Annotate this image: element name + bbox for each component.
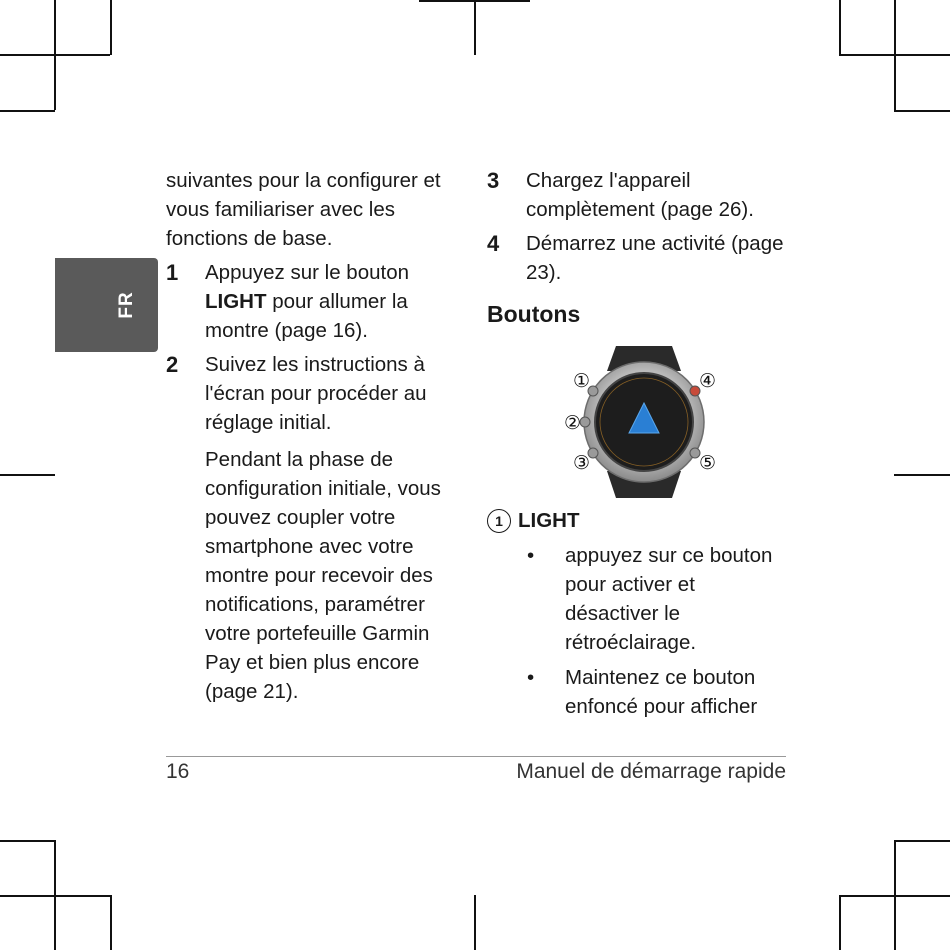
bullet-2 xyxy=(487,663,792,721)
light-label: LIGHT xyxy=(518,509,580,532)
step-2-text: Suivez les instructions à l'écran pour procéder au réglage initial. xyxy=(205,353,427,434)
step-1-number: 1 xyxy=(166,260,179,285)
step-2 xyxy=(166,350,466,706)
section-heading: Boutons xyxy=(487,301,581,327)
callout-2: ② xyxy=(564,412,582,434)
bullet-1-text: appuyez sur ce bouton pour activer et désactiver le rétroéclairage. xyxy=(565,544,773,654)
callout-3: ③ xyxy=(573,452,591,474)
intro-paragraph: suivantes pour la configurer et vous familiariser avec les fonctions de base. xyxy=(166,169,441,250)
bullet-dot: • xyxy=(527,666,535,689)
bullet-dot: • xyxy=(527,544,535,567)
step-4-text: Démarrez une activité (page 23). xyxy=(526,232,784,284)
callout-1: ① xyxy=(573,370,591,392)
language-tab xyxy=(55,258,158,352)
callout-4: ④ xyxy=(699,370,717,392)
step-4-number: 4 xyxy=(487,231,500,256)
page-number: 16 xyxy=(166,760,190,783)
callout-5: ⑤ xyxy=(699,452,717,474)
step-2-number: 2 xyxy=(166,352,179,377)
step-1 xyxy=(166,258,466,345)
step-4 xyxy=(487,229,792,287)
light-callout-number: 1 xyxy=(487,509,511,533)
step-1-text: Appuyez sur le bouton LIGHT pour allumer la montre (page 16). xyxy=(205,261,409,342)
watch-button-2 xyxy=(580,417,590,427)
left-column xyxy=(166,166,466,706)
bullet-2-text: Maintenez ce bouton enfoncé pour afficher xyxy=(565,666,758,718)
step-3-number: 3 xyxy=(487,168,500,193)
step-3 xyxy=(487,166,792,224)
step-3-text: Chargez l'appareil complètement (page 26). xyxy=(526,169,754,221)
step-2-subtext: Pendant la phase de configuration initiale, vous pouvez coupler votre smartphone avec votre montre pour recevoir des notifications, paramétrer votre portefeuille Garmin Pay et bien plus encore (page 21). xyxy=(205,448,441,703)
bullet-1 xyxy=(487,541,792,657)
manual-title: Manuel de démarrage rapide xyxy=(516,760,786,783)
light-button-name: LIGHT xyxy=(205,290,267,313)
right-column xyxy=(487,166,792,721)
watch-illustration xyxy=(531,341,757,501)
light-button-heading xyxy=(487,506,792,535)
language-tab-label: FR xyxy=(116,291,137,319)
footer-rule xyxy=(166,756,786,757)
